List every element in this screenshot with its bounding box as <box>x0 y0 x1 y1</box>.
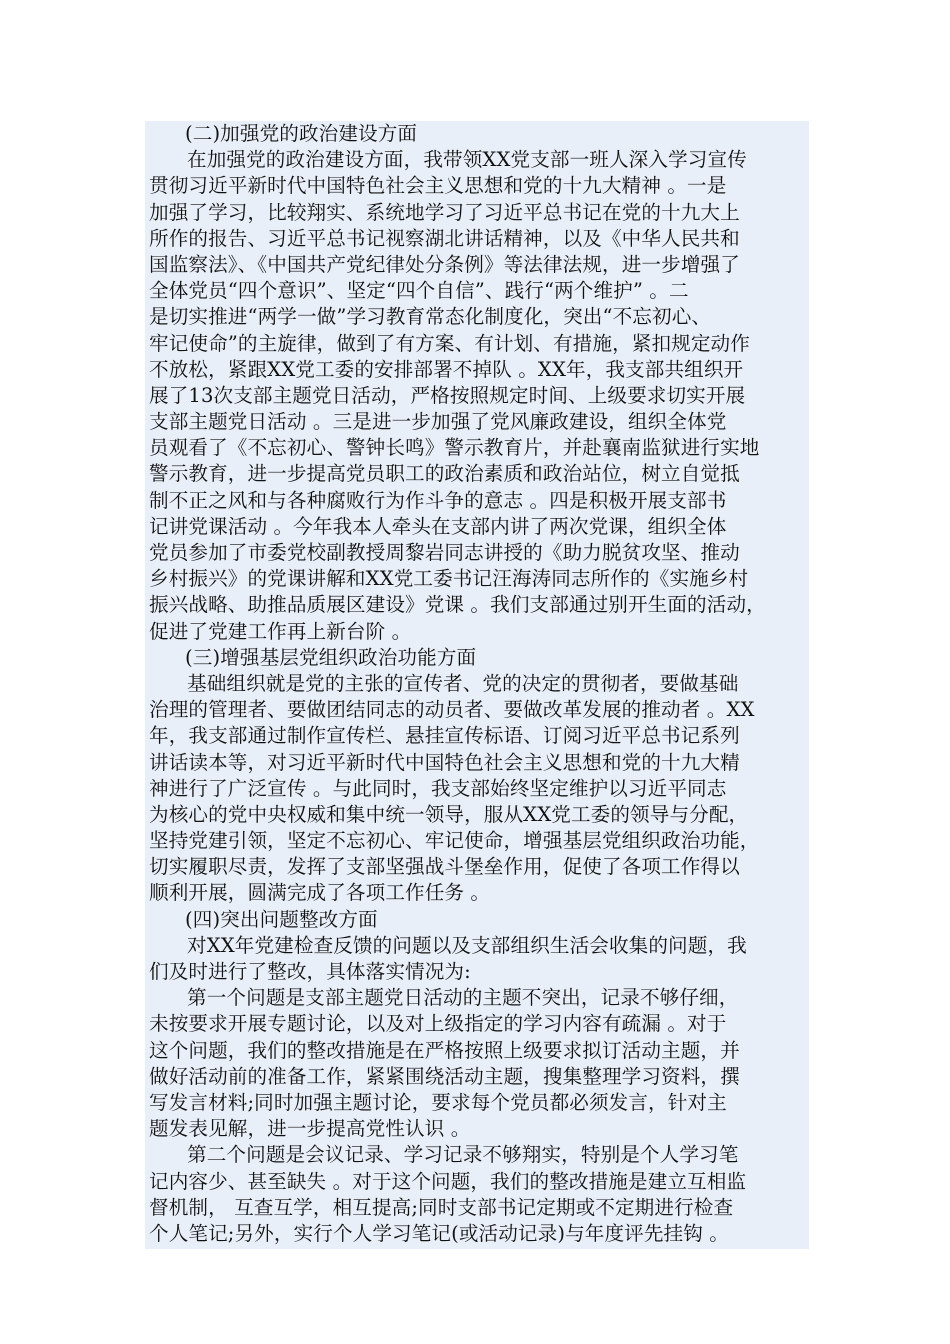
text-line: 治理的管理者、要做团结同志的动员者、要做改革发展的推动者 。XX <box>149 698 755 722</box>
text-line: 基础组织就是党的主张的宣传者、党的决定的贯彻者，要做基础 <box>187 671 739 695</box>
text-line: 乡村振兴》的党课讲解和XX党工委书记汪海涛同志所作的《实施乡村 <box>149 567 749 591</box>
document-text-block <box>145 121 809 1249</box>
text-line: 国监察法》、《中国共产党纪律处分条例》等法律法规，进一步增强了 <box>149 252 740 276</box>
text-line: 不放松，紧跟XX党工委的安排部署不掉队 。XX年，我支部共组织开 <box>149 357 744 381</box>
text-line: 牢记使命”的主旋律，做到了有方案、有计划、有措施，紧扣规定动作 <box>149 331 750 355</box>
text-line: 神进行了广泛宣传 。与此同时，我支部始终坚定维护以习近平同志 <box>149 776 727 800</box>
section-heading: (四)突出问题整改方面 <box>185 907 378 931</box>
text-line: 支部主题党日活动 。三是进一步加强了党风廉政建设，组织全体党 <box>149 410 727 434</box>
text-line: 警示教育，进一步提高党员职工的政治素质和政治站位，树立自觉抵 <box>149 462 740 486</box>
text-line: 督机制， 互查互学，相互提高;同时支部书记定期或不定期进行检查 <box>149 1195 734 1219</box>
text-line: 顺利开展，圆满完成了各项工作任务 。 <box>149 881 491 905</box>
text-line: 贯彻习近平新时代中国特色社会主义思想和党的十九大精神 。一是 <box>149 174 727 198</box>
text-line: 第二个问题是会议记录、学习记录不够翔实，特别是个人学习笔 <box>187 1143 739 1167</box>
text-line: 全体党员“四个意识”、坚定“四个自信”、践行“两个维护” 。二 <box>149 279 689 303</box>
text-line: 所作的报告、习近平总书记视察湖北讲话精神，以及《中华人民共和 <box>149 226 740 250</box>
text-line: 是切实推进“两学一做”学习教育常态化制度化，突出“不忘初心、 <box>149 305 712 329</box>
text-line: 记讲党课活动 。今年我本人牵头在支部内讲了两次党课，组织全体 <box>149 514 727 538</box>
text-line: 为核心的党中央权威和集中统一领导，服从XX党工委的领导与分配， <box>149 802 749 826</box>
text-line: 个人笔记;另外，实行个人学习笔记(或活动记录)与年度评先挂钩 。 <box>149 1221 729 1245</box>
text-line: 记内容少、甚至缺失 。对于这个问题，我们的整改措施是建立互相监 <box>149 1169 747 1193</box>
text-line: 做好活动前的准备工作，紧紧围绕活动主题，搜集整理学习资料，撰 <box>149 1064 740 1088</box>
text-line: 员观看了《不忘初心、警钟长鸣》警示教育片，并赴襄南监狱进行实地 <box>149 436 760 460</box>
text-line: 制不正之风和与各种腐败行为作斗争的意志 。四是积极开展支部书 <box>149 488 727 512</box>
text-line: 第一个问题是支部主题党日活动的主题不突出，记录不够仔细， <box>187 986 739 1010</box>
text-line: 未按要求开展专题讨论，以及对上级指定的学习内容有疏漏 。对于 <box>149 1012 727 1036</box>
text-line: 写发言材料;同时加强主题讨论，要求每个党员都必须发言，针对主 <box>149 1090 727 1114</box>
text-line: 在加强党的政治建设方面，我带领XX党支部一班人深入学习宣传 <box>187 148 747 172</box>
section-heading: (二)加强党的政治建设方面 <box>185 122 418 145</box>
text-line: 加强了学习，比较翔实、系统地学习了习近平总书记在党的十九大上 <box>149 200 740 224</box>
section-heading: (三)增强基层党组织政治功能方面 <box>185 645 477 669</box>
text-line: 党员参加了市委党校副教授周黎岩同志讲授的《助力脱贫攻坚、推动 <box>149 541 740 564</box>
text-line: 这个问题，我们的整改措施是在严格按照上级要求拟订活动主题，并 <box>149 1038 740 1062</box>
text-line: 题发表见解，进一步提高党性认识 。 <box>149 1117 471 1141</box>
text-line: 切实履职尽责，发挥了支部坚强战斗堡垒作用，促使了各项工作得以 <box>149 855 740 879</box>
text-line: 对XX年党建检查反馈的问题以及支部组织生活会收集的问题，我 <box>187 933 747 957</box>
text-line: 促进了党建工作再上新台阶 。 <box>149 619 412 643</box>
text-line: 坚持党建引领，坚定不忘初心、牢记使命，增强基层党组织政治功能， <box>149 829 760 853</box>
text-line: 年，我支部通过制作宣传栏、悬挂宣传标语、订阅习近平总书记系列 <box>149 724 740 748</box>
text-line: 讲话读本等，对习近平新时代中国特色社会主义思想和党的十九大精 <box>149 750 740 774</box>
text-line: 展了13次支部主题党日活动，严格按照规定时间、上级要求切实开展 <box>149 383 746 407</box>
text-line: 们及时进行了整改，具体落实情况为: <box>149 960 471 983</box>
text-line: 振兴战略、助推品质展区建设》党课 。我们支部通过别开生面的活动， <box>149 593 766 617</box>
